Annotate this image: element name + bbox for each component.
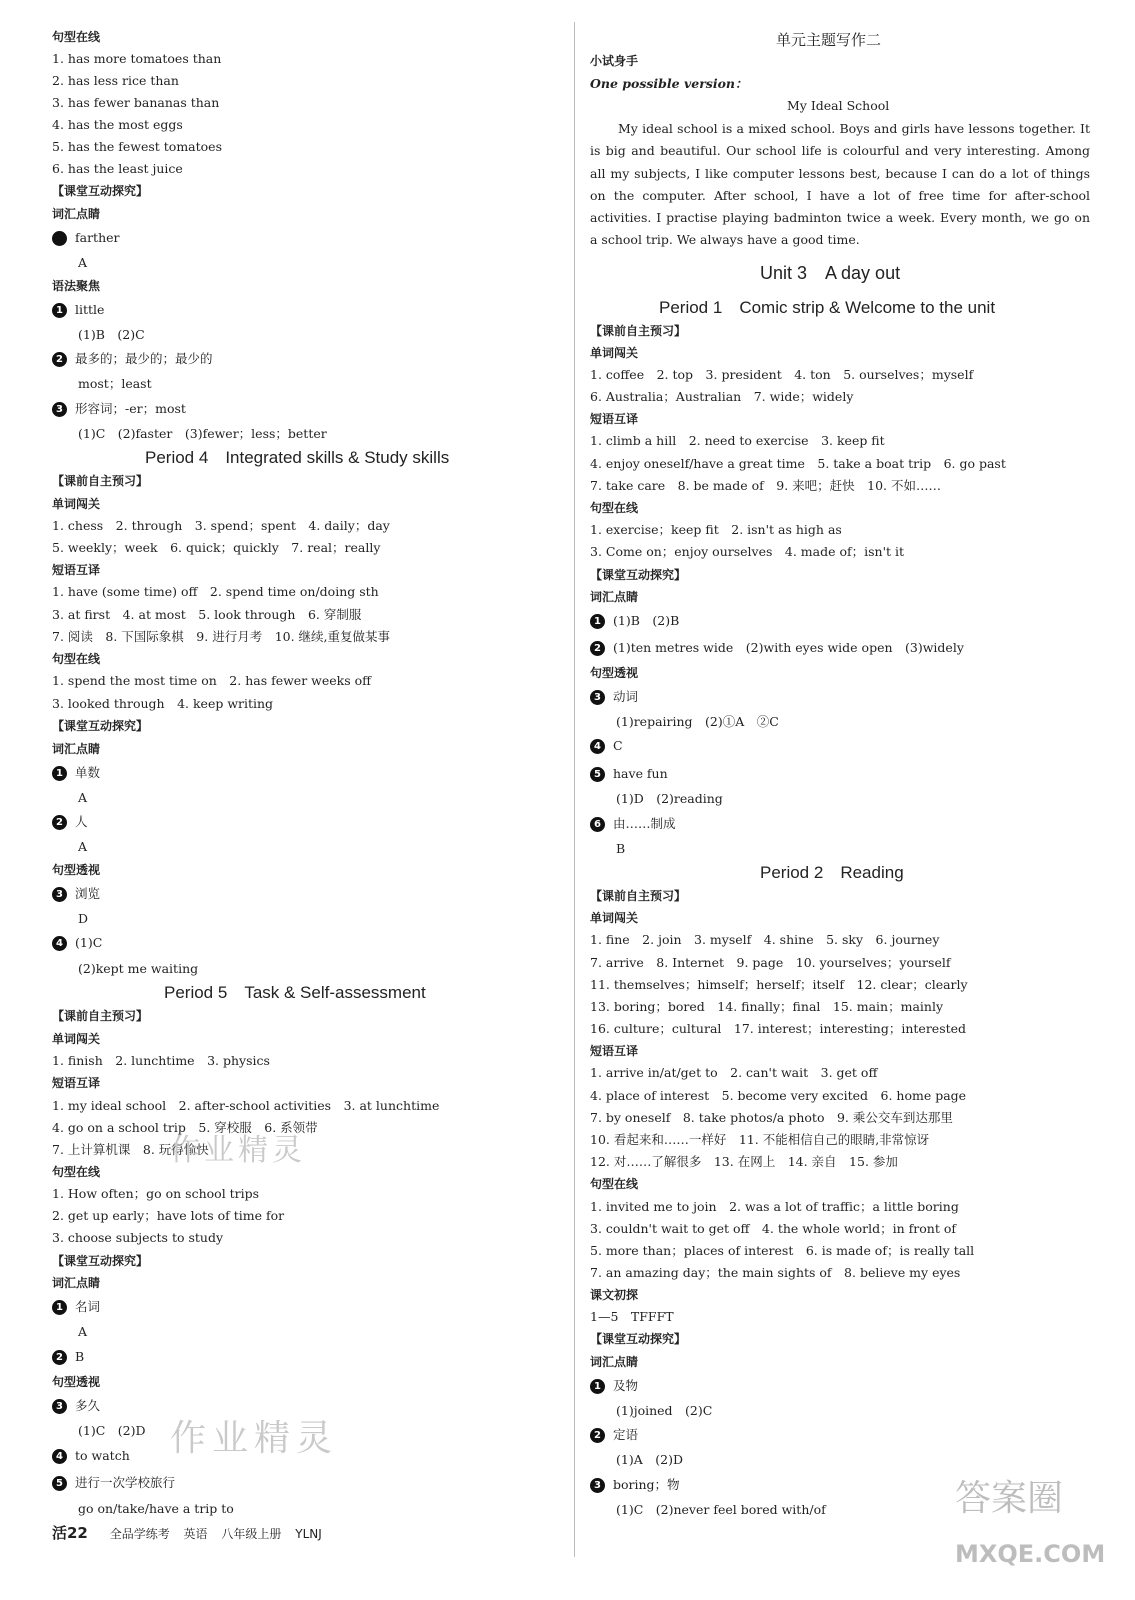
section-heading: 单词闯关	[52, 1032, 101, 1046]
answer-line	[590, 639, 964, 657]
section-heading: 【课前自主预习】	[52, 1009, 149, 1023]
answer-line: 3. looked through 4. keep writing	[52, 696, 274, 711]
number-badge: 1	[52, 1300, 67, 1315]
answer-line: 5. has the fewest tomatoes	[52, 139, 222, 154]
period-title: Period 1 Comic strip & Welcome to the unit	[659, 298, 996, 317]
answer-line: 1. my ideal school 2. after-school activities 3. at lunchtime	[52, 1098, 440, 1113]
answer-line: 5. weekly；week 6. quick；quickly 7. real；really	[52, 540, 381, 555]
series-name: 全品学练考	[109, 1527, 170, 1541]
answer-line	[52, 400, 186, 418]
answer-line	[590, 688, 638, 706]
section-heading: 【课前自主预习】	[590, 324, 687, 338]
answer-text: 进行一次学校旅行	[75, 1475, 176, 1490]
number-badge: 1	[52, 766, 67, 781]
answer-line: 1—5 TFFFT	[590, 1309, 674, 1324]
answer-line: 3. at first 4. at most 5. look through 6. 穿制服	[52, 607, 362, 622]
section-heading: 【课堂互动探究】	[52, 184, 149, 198]
answer-line: A	[78, 839, 88, 854]
answer-line: (2)kept me waiting	[78, 961, 199, 976]
answer-text: 浏览	[75, 886, 101, 901]
section-heading: 句型透视	[52, 863, 101, 877]
number-badge: 2	[52, 815, 67, 830]
answer-text: little	[75, 302, 105, 317]
number-badge: 2	[52, 1350, 67, 1365]
answer-line	[52, 229, 120, 247]
essay-title: My Ideal School	[787, 98, 890, 113]
answer-line: 12. 对……了解很多 13. 在网上 14. 亲自 15. 参加	[590, 1154, 898, 1169]
answer-text: (1)B (2)B	[613, 613, 680, 628]
answer-line	[52, 934, 102, 952]
answer-line	[52, 813, 88, 831]
subject-name: 英语	[183, 1527, 208, 1541]
answer-line: A	[78, 1324, 88, 1339]
section-heading: 词汇点睛	[590, 590, 639, 604]
answer-line: 11. themselves；himself；herself；itself 12. clear；clearly	[590, 977, 968, 992]
watermark: 作业精灵	[170, 1133, 306, 1168]
answer-line: 4. enjoy oneself/have a great time 5. take a boat trip 6. go past	[590, 456, 1006, 471]
answer-line	[52, 764, 100, 782]
watermark: MXQE.COM	[955, 1540, 1106, 1568]
section-heading: 【课堂互动探究】	[590, 1332, 687, 1346]
answer-text: 定语	[613, 1427, 639, 1442]
answer-line	[590, 1377, 638, 1395]
answer-line: A	[78, 255, 88, 270]
number-badge: 5	[52, 1476, 67, 1491]
answer-text: 多久	[75, 1398, 101, 1413]
period-title: Period 5 Task & Self-assessment	[164, 983, 426, 1002]
answer-text: have fun	[613, 766, 668, 781]
answer-line: 4. go on a school trip 5. 穿校服 6. 系领带	[52, 1120, 318, 1135]
answer-line	[52, 1397, 100, 1415]
answer-text: 单数	[75, 765, 101, 780]
section-heading: 小试身手	[590, 54, 639, 68]
answer-line: 3. has fewer bananas than	[52, 95, 220, 110]
essay-body: My ideal school is a mixed school. Boys and girls have lessons together. It is big and beautiful. Our school life is colourful and very interesting. Among all my subjects, I like computer lessons best, because I can do a lot of things on the computer. After school, I have a lot of free time for after-school activities. I practise playing badminton twice a week. Every month, we go on a school trip. We always have a good time.	[590, 121, 1090, 248]
answer-line	[590, 612, 679, 630]
section-heading: 短语互译	[590, 1044, 639, 1058]
answer-line: 1. exercise；keep fit 2. isn't as high as	[590, 522, 842, 537]
answer-line	[52, 1348, 84, 1366]
number-badge: 5	[590, 767, 605, 782]
answer-line: 13. boring；bored 14. finally；final 15. main；mainly	[590, 999, 944, 1014]
section-heading: 单词闯关	[52, 497, 101, 511]
grade-name: 八年级上册	[221, 1527, 282, 1541]
answer-line: 7. take care 8. be made of 9. 来吧；赶快 10. 不如……	[590, 478, 942, 493]
answer-line	[52, 301, 104, 319]
answer-line: 7. an amazing day；the main sights of 8. believe my eyes	[590, 1265, 961, 1280]
answer-line: 1. have (some time) off 2. spend time on/doing sth	[52, 584, 379, 599]
number-badge: 2	[590, 1428, 605, 1443]
answer-line: A	[78, 790, 88, 805]
answer-line: 7. arrive 8. Internet 9. page 10. yourselves；yourself	[590, 955, 951, 970]
number-badge: 3	[52, 887, 67, 902]
number-badge: 2	[590, 641, 605, 656]
section-heading: 句型在线	[52, 30, 101, 44]
section-heading: 句型在线	[590, 1177, 639, 1191]
answer-line: 1. coffee 2. top 3. president 4. ton 5. ourselves；myself	[590, 367, 974, 382]
edition-code: YLNJ	[295, 1527, 322, 1541]
section-heading: 短语互译	[52, 563, 101, 577]
number-badge: 1	[590, 1379, 605, 1394]
answer-line: 1. arrive in/at/get to 2. can't wait 3. get off	[590, 1065, 878, 1080]
answer-line	[590, 1476, 680, 1494]
answer-line: (1)C (2)never feel bored with/of	[616, 1502, 826, 1517]
answer-line: 1. How often；go on school trips	[52, 1186, 260, 1201]
answer-line: 7. by oneself 8. take photos/a photo 9. 乘公交车到达那里	[590, 1110, 953, 1125]
answer-line	[590, 1426, 638, 1444]
answer-line: (1)B (2)C	[78, 327, 145, 342]
number-badge: 1	[590, 614, 605, 629]
answer-line	[590, 737, 623, 755]
answer-line: (1)D (2)reading	[616, 791, 723, 806]
answer-text: 由……制成	[613, 816, 676, 831]
watermark: 作业精灵	[170, 1418, 339, 1459]
answer-line: 1. climb a hill 2. need to exercise 3. keep fit	[590, 433, 885, 448]
answer-line: 10. 看起来和……一样好 11. 不能相信自己的眼睛,非常惊讶	[590, 1132, 930, 1147]
section-heading: 句型透视	[52, 1375, 101, 1389]
answer-text: 动词	[613, 689, 639, 704]
answer-line: 2. has less rice than	[52, 73, 179, 88]
section-heading: 课文初探	[590, 1288, 639, 1302]
answer-line	[52, 885, 100, 903]
answer-line: 4. has the most eggs	[52, 117, 183, 132]
answer-line: 7. 上计算机课 8. 玩得愉快	[52, 1142, 209, 1157]
section-heading: 短语互译	[590, 412, 639, 426]
unit-title: Unit 3 A day out	[760, 263, 901, 283]
section-heading: 短语互译	[52, 1076, 101, 1090]
answer-text: (1)ten metres wide (2)with eyes wide open (3)widely	[613, 640, 964, 655]
answer-text: 最多的；最少的；最少的	[75, 351, 213, 366]
answer-text: boring；物	[613, 1477, 680, 1492]
answer-line: (1)C (2)D	[78, 1423, 146, 1438]
answer-line	[52, 350, 213, 368]
answer-text: B	[75, 1349, 85, 1364]
answer-line: 1. finish 2. lunchtime 3. physics	[52, 1053, 270, 1068]
section-heading: 单词闯关	[590, 911, 639, 925]
version-label: One possible version：	[590, 76, 748, 91]
watermark: 答案圈	[955, 1478, 1064, 1519]
section-heading: 【课堂互动探究】	[590, 568, 687, 582]
answer-line: 1. has more tomatoes than	[52, 51, 222, 66]
answer-line: D	[78, 911, 89, 926]
answer-line: 3. couldn't wait to get off 4. the whole world；in front of	[590, 1221, 956, 1236]
answer-text: 人	[75, 814, 88, 829]
answer-text: (1)C	[75, 935, 103, 950]
number-badge: 1	[52, 303, 67, 318]
section-heading: 语法聚焦	[52, 279, 101, 293]
section-heading: 句型在线	[52, 1165, 101, 1179]
answer-text: to watch	[75, 1448, 130, 1463]
answer-line: 6. Australia；Australian 7. wide；widely	[590, 389, 854, 404]
answer-line	[52, 1474, 175, 1492]
answer-line: 3. choose subjects to study	[52, 1230, 224, 1245]
number-badge: 3	[590, 690, 605, 705]
section-heading: 【课前自主预习】	[52, 474, 149, 488]
answer-line: (1)A (2)D	[616, 1452, 683, 1467]
number-badge: 3	[52, 402, 67, 417]
answer-line: (1)C (2)faster (3)fewer；less；better	[78, 426, 327, 441]
section-heading: 【课堂互动探究】	[52, 1254, 149, 1268]
period-title: Period 4 Integrated skills & Study skills	[145, 448, 450, 467]
section-heading: 句型在线	[52, 652, 101, 666]
number-badge: 3	[52, 1399, 67, 1414]
answer-text: 形容词；-er；most	[75, 401, 186, 416]
section-heading: 词汇点睛	[52, 742, 101, 756]
bullet-dot-icon	[52, 231, 67, 246]
answer-line: 1. chess 2. through 3. spend；spent 4. daily；day	[52, 518, 390, 533]
answer-line	[52, 1447, 130, 1465]
answer-line: (1)repairing (2)①A ②C	[616, 714, 779, 729]
answer-line: 16. culture；cultural 17. interest；interesting；interested	[590, 1021, 967, 1036]
page-footer	[52, 1522, 332, 1543]
answer-line	[590, 815, 676, 833]
answer-line: 7. 阅读 8. 下国际象棋 9. 进行月考 10. 继续,重复做某事	[52, 629, 391, 644]
answer-text: C	[613, 738, 623, 753]
section-heading: 词汇点睛	[590, 1355, 639, 1369]
number-badge: 4	[590, 739, 605, 754]
number-badge: 6	[590, 817, 605, 832]
unit-writing-title: 单元主题写作二	[776, 31, 882, 49]
number-badge: 2	[52, 352, 67, 367]
answer-line: 1. invited me to join 2. was a lot of traffic；a little boring	[590, 1199, 959, 1214]
period-title: Period 2 Reading	[760, 863, 904, 882]
section-heading: 词汇点睛	[52, 207, 101, 221]
page-number: 活22	[52, 1524, 88, 1542]
number-badge: 4	[52, 936, 67, 951]
answer-line: 1. fine 2. join 3. myself 4. shine 5. sky 6. journey	[590, 932, 940, 947]
answer-text: 名词	[75, 1299, 101, 1314]
number-badge: 4	[52, 1449, 67, 1464]
answer-line: 4. place of interest 5. become very excited 6. home page	[590, 1088, 967, 1103]
answer-line: (1)joined (2)C	[616, 1403, 713, 1418]
section-heading: 句型透视	[590, 666, 639, 680]
answer-line: 2. get up early；have lots of time for	[52, 1208, 285, 1223]
column-divider	[574, 22, 575, 1557]
section-heading: 单词闯关	[590, 346, 639, 360]
answer-line: most；least	[78, 376, 152, 391]
section-heading: 【课前自主预习】	[590, 889, 687, 903]
section-heading: 句型在线	[590, 501, 639, 515]
answer-line: 1. spend the most time on 2. has fewer weeks off	[52, 673, 372, 688]
answer-line: 6. has the least juice	[52, 161, 183, 176]
answer-text: farther	[75, 230, 120, 245]
answer-line: go on/take/have a trip to	[78, 1501, 234, 1516]
answer-line	[590, 765, 668, 783]
number-badge: 3	[590, 1478, 605, 1493]
answer-line: 3. Come on；enjoy ourselves 4. made of；isn't it	[590, 544, 905, 559]
section-heading: 词汇点睛	[52, 1276, 101, 1290]
answer-text: 及物	[613, 1378, 639, 1393]
answer-line: 5. more than；places of interest 6. is made of；is really tall	[590, 1243, 975, 1258]
answer-line: B	[616, 841, 626, 856]
answer-line	[52, 1298, 100, 1316]
section-heading: 【课堂互动探究】	[52, 719, 149, 733]
